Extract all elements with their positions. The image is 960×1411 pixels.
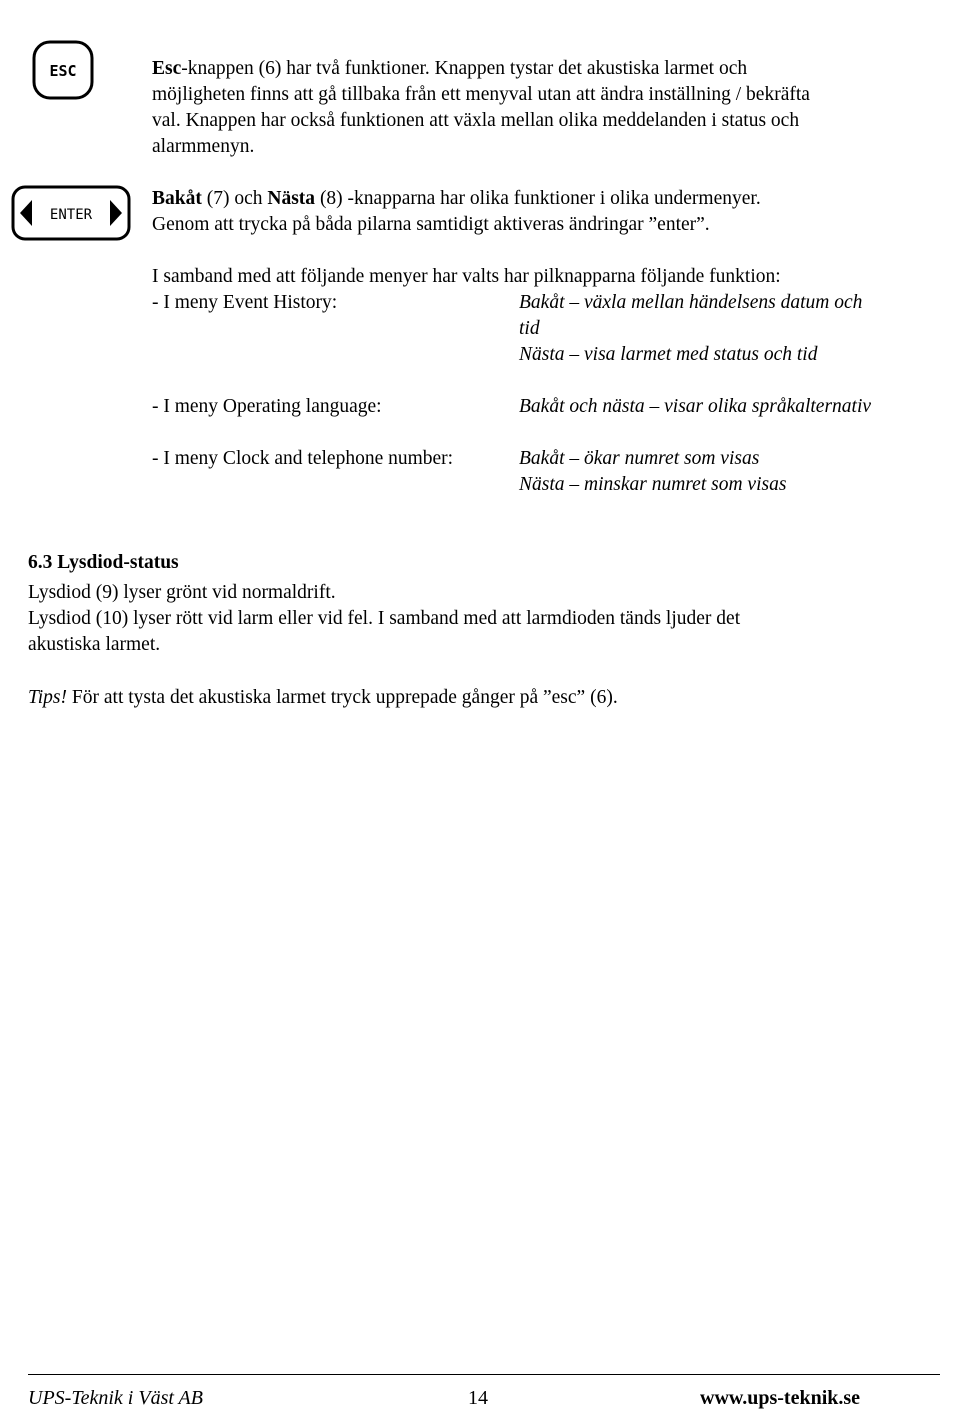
back-label: Bakåt bbox=[152, 188, 202, 209]
esc-label: Esc bbox=[152, 58, 182, 79]
esc-description: Esc-knappen (6) har två funktioner. Knappen tystar det akustiska larmet och möjligheten finns att gå tillbaka från ett menyval utan att ändra inställning / bekräfta val. Knappen har också funktionen att växla mellan olika meddelanden i status och alarmmenyn. bbox=[152, 58, 810, 157]
esc-key-icon bbox=[32, 40, 94, 100]
footer-divider bbox=[28, 1374, 940, 1375]
menu-description: Bakåt och nästa – visar olika språkalternativ bbox=[519, 396, 872, 417]
svg-text:ENTER: ENTER bbox=[49, 207, 93, 223]
section-heading: 6.3 Lysdiod-status bbox=[28, 552, 179, 573]
menu-label: - I meny Operating language: bbox=[152, 396, 382, 417]
menu-label: - I meny Event History: bbox=[152, 292, 338, 313]
tips-line: Tips! För att tysta det akustiska larmet tryck upprepade gånger på ”esc” (6). bbox=[28, 687, 618, 708]
enter-key-icon bbox=[10, 184, 132, 242]
menu-description: Bakåt – ökar numret som visas Nästa – minskar numret som visas bbox=[519, 448, 787, 495]
led-description: Lysdiod (9) lyser grönt vid normaldrift. Lysdiod (10) lyser rött vid larm eller vid fel. I samband med att larmdioden tänds ljuder det akustiska larmet. bbox=[28, 582, 741, 655]
footer-company: UPS-Teknik i Väst AB bbox=[28, 1387, 203, 1409]
next-label: Nästa bbox=[267, 188, 316, 209]
menu-label: - I meny Clock and telephone number: bbox=[152, 448, 454, 469]
menu-description: Bakåt – växla mellan händelsens datum och tid Nästa – visa larmet med status och tid bbox=[519, 292, 863, 365]
menus-intro: I samband med att följande menyer har valts har pilknapparna följande funktion: bbox=[152, 266, 781, 287]
tips-label: Tips! bbox=[28, 687, 68, 708]
svg-text:ESC: ESC bbox=[49, 62, 77, 80]
footer-website: www.ups-teknik.se bbox=[700, 1387, 861, 1409]
page-number: 14 bbox=[468, 1387, 488, 1409]
enter-description: Bakåt (7) och Nästa (8) -knapparna har olika funktioner i olika undermenyer. Genom att trycka på båda pilarna samtidigt aktiveras ändringar ”enter”. bbox=[152, 188, 761, 235]
